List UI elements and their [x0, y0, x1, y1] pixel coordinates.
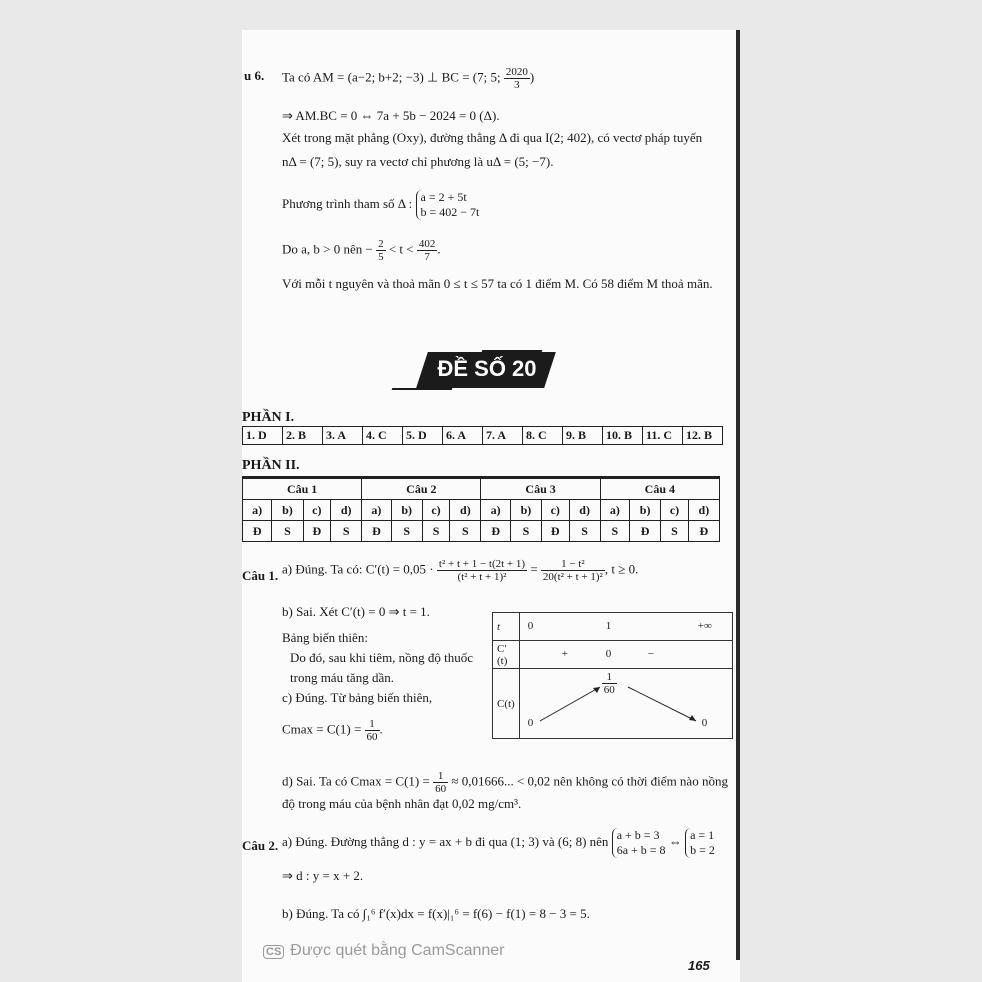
banner-title: ĐỀ SỐ 20 [437, 356, 537, 381]
cau-1-a: a) Đúng. Ta có: C′(t) = 0,05 · $\frac{\text{t² + t + 1 − t(2t + 1)}}{\text{(t² + t + 1)²}}$ = $\frac{\text{1 − t²}}{\text{20(t² + t + 1)²}}$ , t ≥ 0. [282, 558, 639, 583]
value-cell: S [391, 521, 422, 542]
value-cell: S [569, 521, 600, 542]
letter-cell: d) [331, 500, 362, 521]
letter-cell: a) [243, 500, 272, 521]
banner-decor-bottom [392, 388, 453, 390]
cau-1-c: c) Đúng. Từ bảng biến thiên, [282, 690, 433, 705]
answer-cell: 5. D [403, 427, 443, 445]
top-line-5: Phương trình tham số Δ : a = 2 + 5t b = 402 − 7t [282, 190, 480, 219]
answer-cell: 2. B [283, 427, 323, 445]
scanner-watermark: CS Được quét bằng CamScanner [263, 942, 504, 960]
top-line-7: Với mỗi t nguyên và thoả mãn 0 ≤ t ≤ 57 ta có 1 điểm M. Có 58 điểm M thoả mãn. [282, 276, 713, 291]
value-cell: Đ [541, 521, 569, 542]
answer-cell: 1. D [243, 427, 283, 445]
book-page [242, 30, 740, 982]
answer-cell: 7. A [483, 427, 523, 445]
group-header: Câu 2 [362, 478, 481, 500]
letter-cell: d) [450, 500, 481, 521]
answer-cell: 6. A [443, 427, 483, 445]
question-6-label: u 6. [244, 68, 265, 83]
answer-cell: 3. A [323, 427, 363, 445]
top-line-1: Ta có AM = (a−2; b+2; −3) ⊥ BC = (7; 5; $\frac{2020}{3}$ ) [282, 66, 535, 91]
answer-cell: 10. B [603, 427, 643, 445]
param-system: a = 2 + 5t b = 402 − 7t [416, 190, 480, 220]
phan-2-title: PHẦN II. [242, 458, 300, 473]
cau-1-b-conclusion-1: Do đó, sau khi tiêm, nồng độ thuốc [290, 650, 474, 665]
answer-cell: 11. C [643, 427, 683, 445]
phan-1-title: PHẦN I. [242, 410, 295, 425]
value-cell: Đ [303, 521, 331, 542]
value-cell: Đ [481, 521, 510, 542]
value-cell: S [272, 521, 303, 542]
answer-cell: 12. B [683, 427, 723, 445]
letter-cell: b) [391, 500, 422, 521]
answer-cell: 4. C [363, 427, 403, 445]
phan-2-answer-table [242, 476, 720, 542]
cau-1-b-conclusion-2: trong máu tăng dần. [290, 670, 394, 685]
letter-cell: b) [272, 500, 303, 521]
letter-cell: c) [541, 500, 569, 521]
top-line-4: nΔ = (7; 5), suy ra vectơ chỉ phương là uΔ = (5; −7). [282, 154, 554, 169]
group-header: Câu 1 [243, 478, 362, 500]
letter-cell: a) [481, 500, 510, 521]
cau-1-b: b) Sai. Xét C′(t) = 0 ⇒ t = 1. [282, 604, 430, 619]
letter-cell: d) [688, 500, 719, 521]
value-cell: S [422, 521, 450, 542]
letter-cell: a) [600, 500, 629, 521]
fraction-2020-3: $\frac{2020}{3}$ [505, 66, 528, 91]
letter-cell: b) [510, 500, 541, 521]
value-cell: S [661, 521, 689, 542]
cau-2-label: Câu 2. [242, 838, 279, 853]
page-edge [736, 30, 740, 960]
value-cell: Đ [362, 521, 391, 542]
cau-1-d: d) Sai. Ta có Cmax = C(1) = $\frac{1}{60}$ ≈ 0,01666... < 0,02 nên không có thời điểm nào nồng [282, 770, 728, 795]
letter-cell: c) [422, 500, 450, 521]
cau-2-a-result: ⇒ d : y = x + 2. [282, 868, 364, 883]
value-cell: S [600, 521, 629, 542]
letter-cell: c) [303, 500, 331, 521]
value-cell: Đ [630, 521, 661, 542]
letter-cell: c) [661, 500, 689, 521]
letter-cell: b) [630, 500, 661, 521]
top-line-3: Xét trong mặt phẳng (Oxy), đường thẳng Δ đi qua I(2; 402), có vectơ pháp tuyến [282, 130, 703, 145]
answer-cell: 9. B [563, 427, 603, 445]
value-cell: Đ [243, 521, 272, 542]
variation-table: t 0 1 +∞ C′(t) + 0 − C(t) 0 $\frac{1}{60}$ 0 [492, 612, 733, 739]
top-line-2: ⇒ AM.BC = 0 ⇔ 7a + 5b − 2024 = 0 (Δ). [282, 108, 500, 123]
group-header: Câu 3 [481, 478, 600, 500]
value-cell: S [331, 521, 362, 542]
page-number: 165 [688, 958, 710, 973]
letter-cell: d) [569, 500, 600, 521]
value-cell: Đ [688, 521, 719, 542]
top-line-6: Do a, b > 0 nên − $\frac{2}{5}$ < t < $\frac{402}{7}$ . [282, 238, 441, 263]
bbt-label: Bảng biến thiên: [282, 630, 368, 645]
cau-2-a: a) Đúng. Đường thẳng d : y = ax + b đi qua (1; 3) và (6; 8) nên a + b = 3 6a + b = 8 ⇔ a = 1 b = 2 [282, 828, 715, 857]
cau-1-label: Câu 1. [242, 568, 279, 583]
letter-cell: a) [362, 500, 391, 521]
group-header: Câu 4 [600, 478, 719, 500]
variation-arrows [520, 669, 732, 739]
cau-1-d-cont: độ trong máu của bệnh nhân đạt 0,02 mg/cm³. [282, 796, 522, 811]
phan-1-answer-table [242, 426, 723, 445]
cau-1-c-formula: Cmax = C(1) = $\frac{1}{60}$ . [282, 718, 383, 743]
value-cell: S [510, 521, 541, 542]
camscanner-logo-icon: CS [263, 945, 284, 959]
cau-2-b: b) Đúng. Ta có ∫₁⁶ f′(x)dx = f(x)|₁⁶ = f(6) − f(1) = 8 − 3 = 5. [282, 906, 590, 921]
answer-cell: 8. C [523, 427, 563, 445]
value-cell: S [450, 521, 481, 542]
